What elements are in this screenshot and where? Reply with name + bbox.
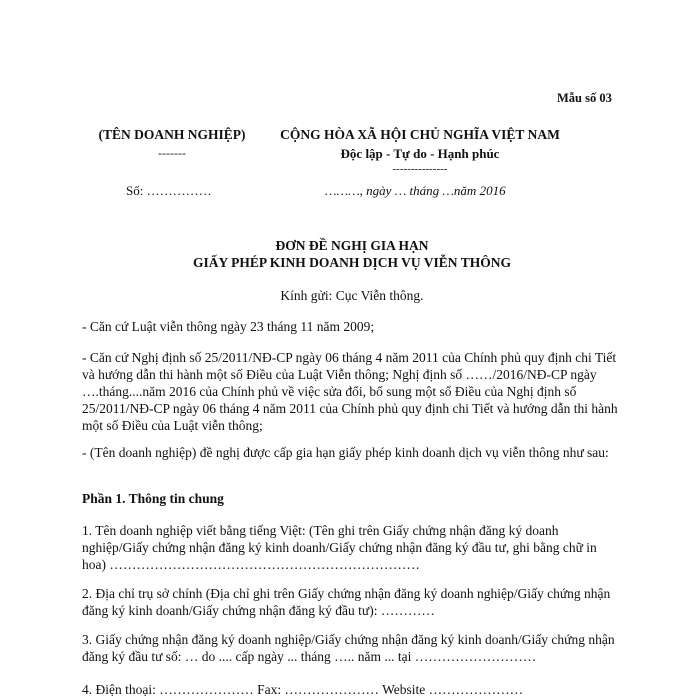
legal-basis-2: - Căn cứ Nghị định số 25/2011/NĐ-CP ngày 06 tháng 4 năm 2011 của Chính phủ quy định chi Tiết và hướng dẫn thi hành một số Điều của Luật Viễn thông; Nghị định số ……/2016/NĐ-CP ngày ….tháng....năm 2016 của Chính phủ về việc sửa đổi, bổ sung một số Điều của Nghị định số 25/2011/NĐ-CP ngày 06 tháng 4 năm 2011 của Chính phủ quy định chi Tiết và hướng dẫn thi hành một số Điều của Luật viễn thông; [82,350,618,433]
nation-title: CỘNG HÒA XÃ HỘI CHỦ NGHĨA VIỆT NAM [280,127,560,142]
recipient: Kính gửi: Cục Viễn thông. [280,288,424,303]
section1-heading: Phần 1. Thông tin chung [82,491,224,506]
item-4-contact: 4. Điện thoại: ………………… Fax: ………………… Website ………………… [82,682,524,697]
document-number: Số: …………… [126,183,212,198]
enterprise-dashes: ------- [158,146,186,160]
title-line-2: GIẤY PHÉP KINH DOANH DỊCH VỤ VIỄN THÔNG [193,255,511,270]
item-3-registration: 3. Giấy chứng nhận đăng ký doanh nghiệp/Giấy chứng nhận đăng ký kinh doanh/Giấy chứng nhận đăng ký đầu tư số: … do .... cấp ngày ... tháng ….. năm ... tại ……………………… [82,632,615,664]
enterprise-name: (TÊN DOANH NGHIỆP) [98,127,246,142]
motto: Độc lập - Tự do - Hạnh phúc [340,146,500,161]
title-line-1: ĐƠN ĐỀ NGHỊ GIA HẠN [275,238,429,253]
item-2-head-office: 2. Địa chỉ trụ sở chính (Địa chỉ ghi trên Giấy chứng nhận đăng ký doanh nghiệp/Giấy chứng nhận đăng ký kinh doanh/Giấy chứng nhận đăng ký đầu tư): ………… [82,586,611,618]
request-statement: - (Tên doanh nghiệp) đề nghị được cấp gia hạn giấy phép kinh doanh dịch vụ viễn thông như sau: [82,445,609,460]
motto-dashes: --------------- [392,163,448,175]
form-number: Mẫu số 03 [557,91,612,105]
date-line: ………, ngày … tháng …năm 2016 [325,183,506,198]
legal-basis-1: - Căn cứ Luật viễn thông ngày 23 tháng 11 năm 2009; [82,319,375,334]
item-1-enterprise-name: 1. Tên doanh nghiệp viết bằng tiếng Việt: (Tên ghi trên Giấy chứng nhận đăng ký doanh nghiệp/Giấy chứng nhận đăng ký kinh doanh/Giấy chứng nhận đăng ký đầu tư, ghi bằng chữ in hoa) …………………………………………………………… [82,523,597,572]
